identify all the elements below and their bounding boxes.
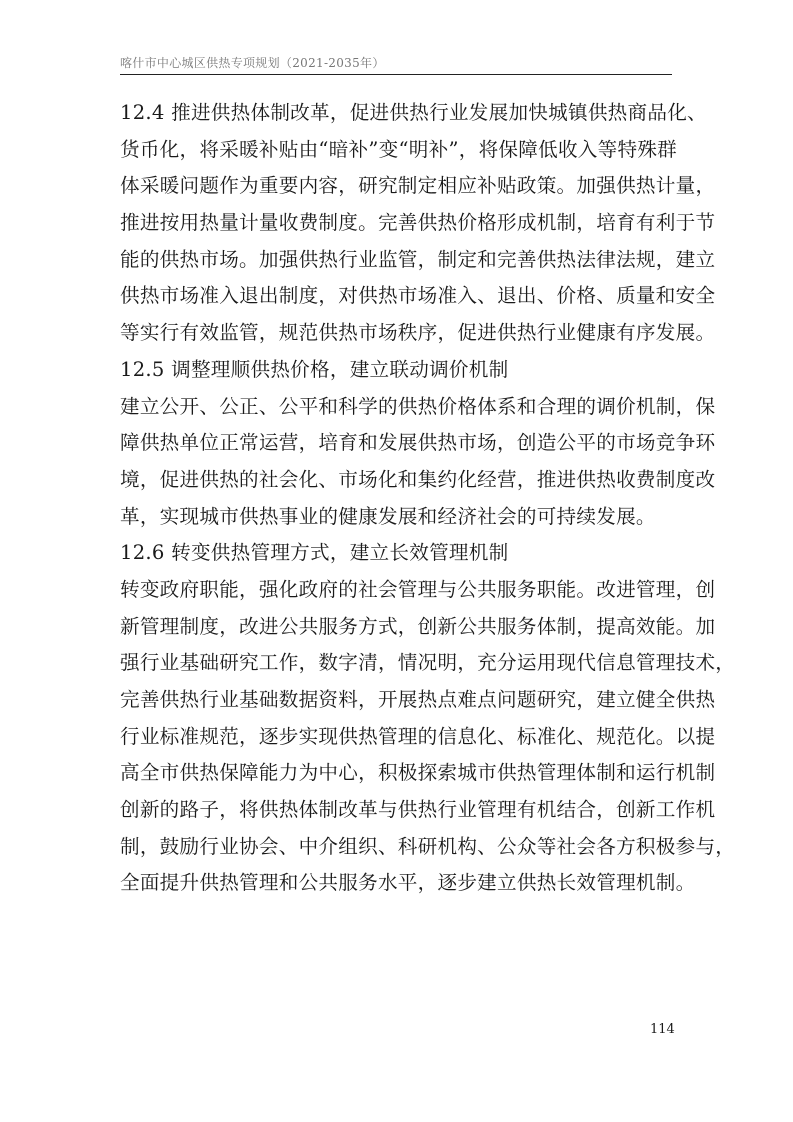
section-12-4-line-7: 等实行有效监管，规范供热市场秩序，促进供热行业健康有序发展。	[120, 321, 716, 345]
section-12-5-heading: 12.5 调整理顺供热价格，建立联动调价机制	[120, 357, 509, 381]
section-12-6-line-9: 全面提升供热管理和公共服务水平，逐步建立供热长效管理机制。	[120, 871, 696, 895]
document-body	[120, 95, 736, 902]
section-12-5-line-2: 障供热单位正常运营，培育和发展供热市场，创造公平的市场竞争环	[120, 431, 716, 455]
section-12-6-line-2: 新管理制度，改进公共服务方式，创新公共服务体制，提高效能。加	[120, 614, 716, 638]
section-12-5-line-3: 境，促进供热的社会化、市场化和集约化经营，推进供热收费制度改	[120, 467, 716, 491]
section-12-4-line-4: 推进按用热量计量收费制度。完善供热价格形成机制，培育有利于节	[120, 211, 716, 235]
section-12-6-line-7: 创新的路子，将供热体制改革与供热行业管理有机结合，创新工作机	[120, 798, 716, 822]
section-12-4-line-2: 货币化，将采暖补贴由“暗补”变“明补”，将保障低收入等特殊群	[120, 137, 678, 161]
section-12-4-line-6: 供热市场准入退出制度，对供热市场准入、退出、价格、质量和安全	[120, 284, 716, 308]
section-12-6-line-5: 行业标准规范，逐步实现供热管理的信息化、标准化、规范化。以提	[120, 724, 716, 748]
section-12-5-line-1: 建立公开、公正、公平和科学的供热价格体系和合理的调价机制，保	[120, 394, 716, 418]
section-12-6-line-8: 制，鼓励行业协会、中介组织、科研机构、公众等社会各方积极参与，	[120, 834, 736, 858]
page-header	[120, 50, 672, 75]
section-12-6-line-1: 转变政府职能，强化政府的社会管理与公共服务职能。改进管理，创	[120, 577, 716, 601]
section-12-6-line-6: 高全市供热保障能力为中心，积极探索城市供热管理体制和运行机制	[120, 761, 716, 785]
section-12-5-line-4: 革，实现城市供热事业的健康发展和经济社会的可持续发展。	[120, 504, 656, 528]
header-title: 喀什市中心城区供热专项规划（2021-2035年）	[120, 56, 385, 70]
section-12-4-line-5: 能的供热市场。加强供热行业监管，制定和完善供热法律法规，建立	[120, 247, 716, 271]
page-number: 114	[650, 1022, 675, 1037]
section-12-6-line-4: 完善供热行业基础数据资料，开展热点难点问题研究，建立健全供热	[120, 688, 716, 711]
section-12-4-line-3: 体采暖问题作为重要内容，研究制定相应补贴政策。加强供热计量，	[120, 174, 716, 198]
section-12-6-heading: 12.6 转变供热管理方式，建立长效管理机制	[120, 541, 509, 565]
section-12-4-line-1: 12.4 推进供热体制改革，促进供热行业发展加快城镇供热商品化、	[120, 101, 707, 124]
section-12-6-line-3: 强行业基础研究工作，数字清，情况明，充分运用现代信息管理技术，	[120, 651, 736, 675]
